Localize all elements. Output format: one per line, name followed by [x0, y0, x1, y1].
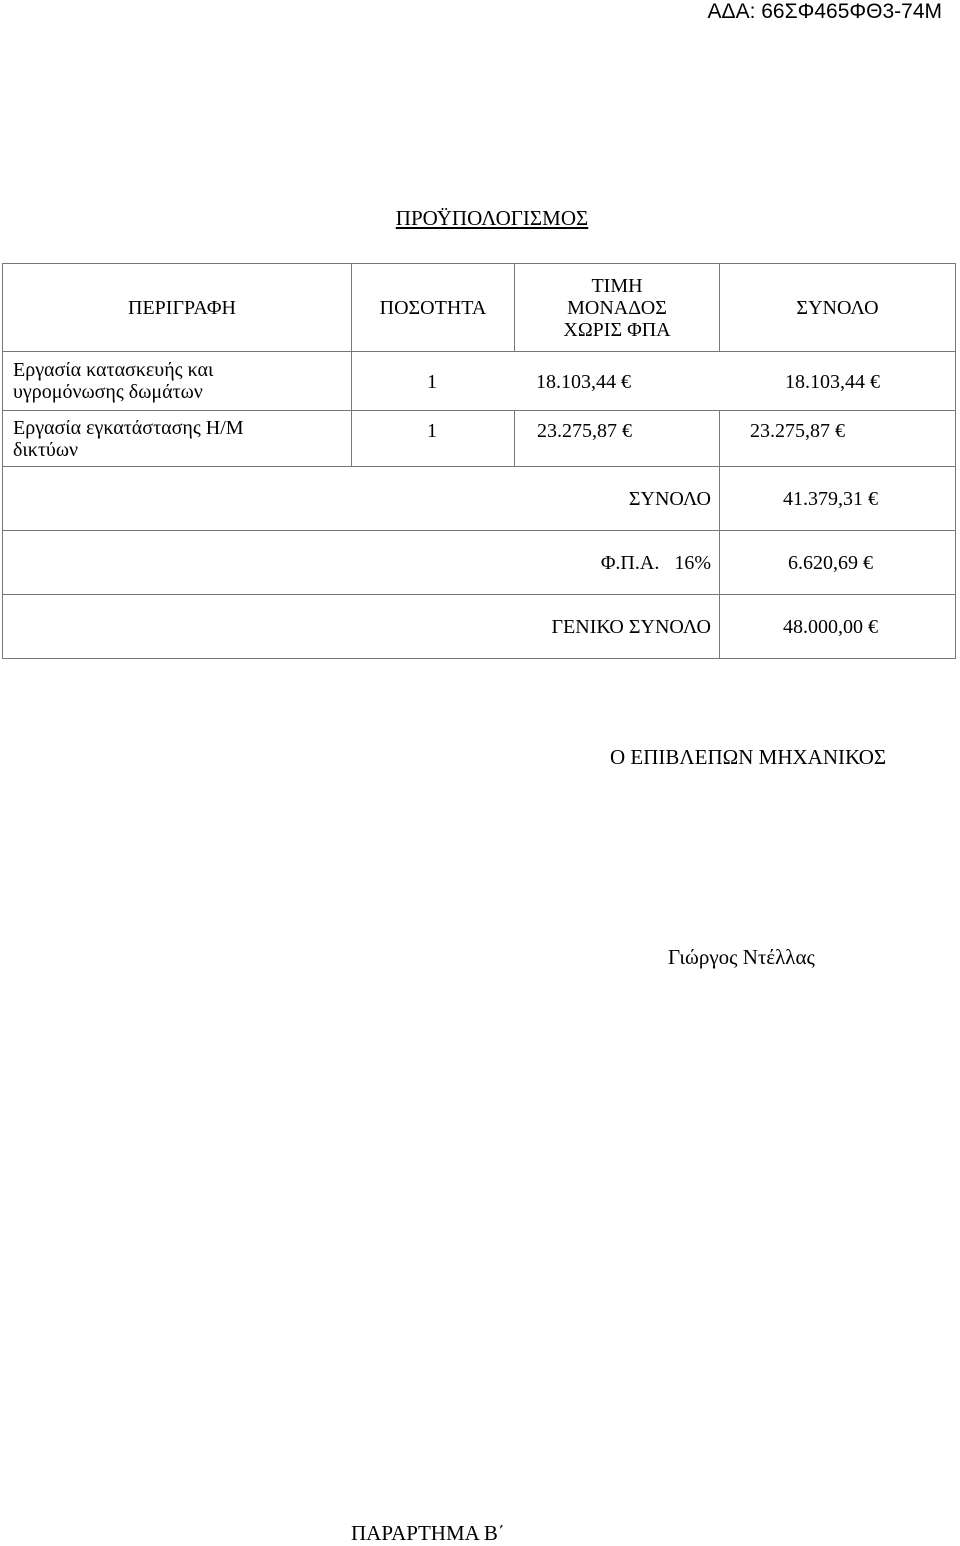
grand-total-label: ΓΕΝΙΚΟ ΣΥΝΟΛΟ	[515, 595, 720, 659]
row-total: 18.103,44 €	[785, 371, 880, 393]
budget-table	[2, 263, 956, 659]
vat-value: 6.620,69 €	[720, 531, 956, 595]
ada-code: ΑΔΑ: 66ΣΦ465ΦΘ3-74Μ	[707, 0, 942, 23]
grand-total-value: 48.000,00 €	[720, 595, 956, 659]
subtotal-row	[3, 467, 956, 531]
subtotal-label: ΣΥΝΟΛΟ	[515, 467, 720, 531]
row-description: Εργασία κατασκευής και υγρομόνωσης δωμάτων	[3, 352, 352, 411]
row-unit-price: 18.103,44 €	[536, 371, 631, 393]
vat-label: Φ.Π.Α.	[600, 551, 660, 574]
vat-row	[3, 531, 956, 595]
document-title: ΠΡΟΫΠΟΛΟΓΙΣΜΟΣ	[395, 206, 589, 230]
table-row	[3, 352, 956, 411]
row-quantity: 1	[427, 419, 437, 442]
row-quantity: 1	[427, 371, 437, 393]
header-quantity: ΠΟΣΟΤΗΤΑ	[352, 264, 515, 352]
grand-total-row	[3, 595, 956, 659]
vat-rate: 16%	[674, 551, 711, 574]
annex-label: ΠΑΡΑΡΤΗΜΑ Β΄	[351, 1521, 505, 1545]
header-description: ΠΕΡΙΓΡΑΦΗ	[3, 264, 352, 352]
engineer-name: Γιώργος Ντέλλας	[668, 945, 815, 969]
row-total: 23.275,87 €	[750, 419, 845, 442]
engineer-title: Ο ΕΠΙΒΛΕΠΩΝ ΜΗΧΑΝΙΚΟΣ	[610, 745, 887, 769]
header-unit-price: ΤΙΜΗ ΜΟΝΑΔΟΣ ΧΩΡΙΣ ΦΠΑ	[515, 264, 720, 352]
row-description: Εργασία εγκατάστασης Η/Μ δικτύων	[3, 411, 352, 467]
row-unit-price: 23.275,87 €	[537, 419, 632, 442]
vat-cell	[515, 531, 720, 595]
table-row	[3, 411, 956, 467]
row-values	[352, 352, 956, 411]
subtotal-value: 41.379,31 €	[720, 467, 956, 531]
table-header-row	[3, 264, 956, 352]
header-total: ΣΥΝΟΛΟ	[720, 264, 956, 352]
